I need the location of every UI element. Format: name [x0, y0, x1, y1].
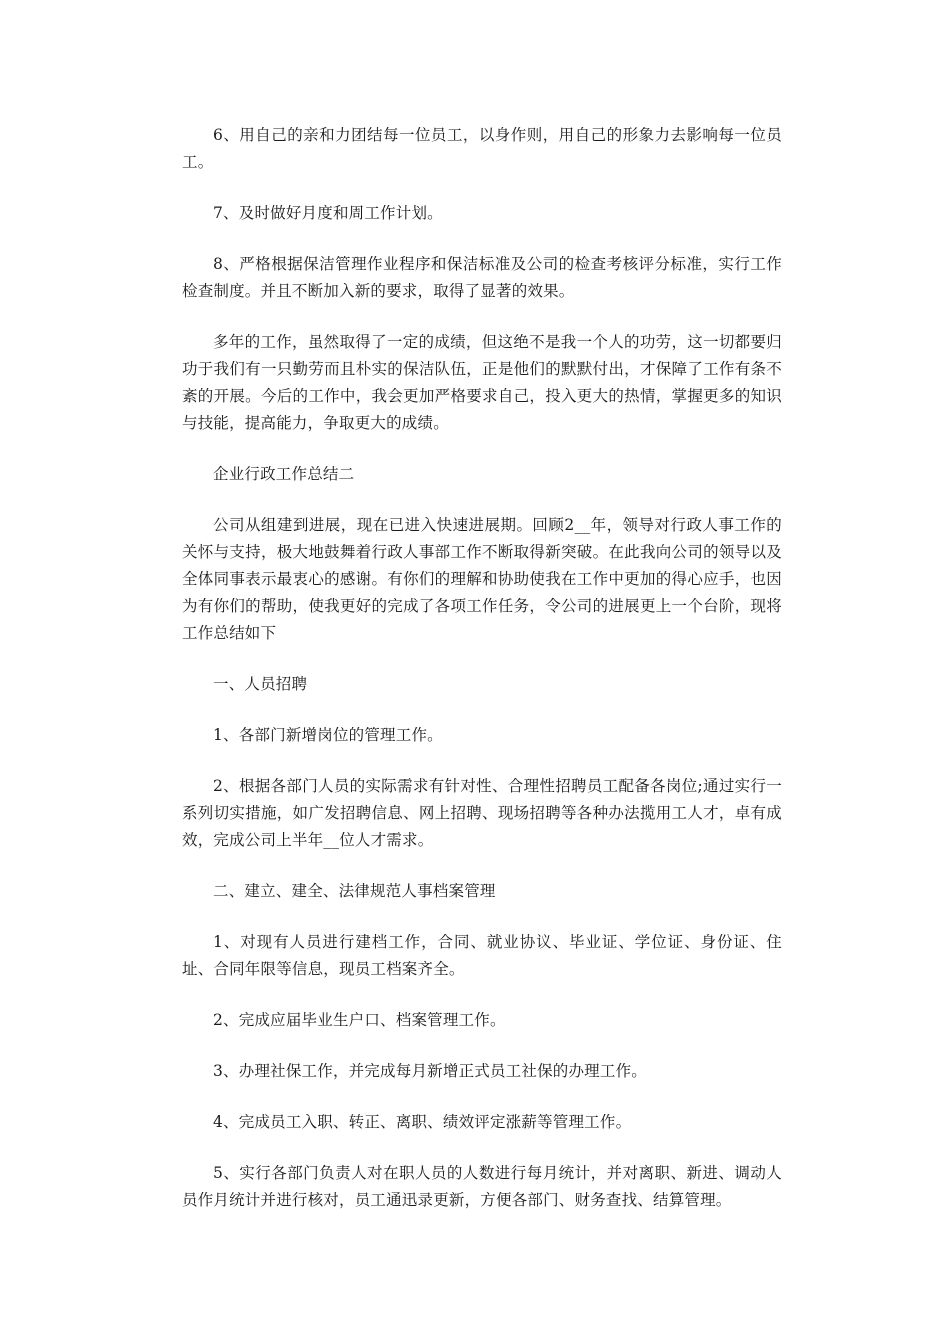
- document-body: [182, 122, 782, 1238]
- paragraph-item-8: 8、严格根据保洁管理作业程序和保洁标准及公司的检查考核评分标准，实行工作检查制度。并且不断加入新的要求，取得了显著的效果。: [182, 255, 782, 300]
- heading-recruitment: 一、人员招聘: [213, 675, 308, 693]
- paragraph-archives-1: 1、对现有人员进行建档工作，合同、就业协议、毕业证、学位证、身份证、住址、合同年限等信息，现员工档案齐全。: [182, 933, 782, 978]
- heading-archives: 二、建立、建全、法律规范人事档案管理: [213, 882, 496, 900]
- paragraph-item-7: 7、及时做好月度和周工作计划。: [213, 204, 443, 222]
- paragraph-item-6: 6、用自己的亲和力团结每一位员工，以身作则，用自己的形象力去影响每一位员工。: [182, 126, 782, 171]
- paragraph-archives-5: 5、实行各部门负责人对在职人员的人数进行每月统计，并对离职、新进、调动人员作月统计并进行核对，员工通迅录更新，方便各部门、财务查找、结算管理。: [182, 1164, 782, 1209]
- paragraph-intro: 公司从组建到进展，现在已进入快速进展期。回顾2__年，领导对行政人事工作的关怀与支持，极大地鼓舞着行政人事部工作不断取得新突破。在此我向公司的领导以及全体同事表示最衷心的感谢。有你们的理解和协助使我在工作中更加的得心应手，也因为有你们的帮助，使我更好的完成了各项工作任务，令公司的进展更上一个台阶，现将工作总结如下: [182, 516, 782, 642]
- paragraph-recruitment-1: 1、各部门新增岗位的管理工作。: [213, 726, 443, 744]
- paragraph-archives-3: 3、办理社保工作，并完成每月新增正式员工社保的办理工作。: [213, 1062, 647, 1080]
- paragraph-archives-4: 4、完成员工入职、转正、离职、绩效评定涨薪等管理工作。: [213, 1113, 632, 1131]
- paragraph-archives-2: 2、完成应届毕业生户口、档案管理工作。: [213, 1011, 506, 1029]
- paragraph-recruitment-2: 2、根据各部门人员的实际需求有针对性、合理性招聘员工配备各岗位;通过实行一系列切实措施，如广发招聘信息、网上招聘、现场招聘等各种办法揽用工人才，卓有成效，完成公司上半年__位人才需求。: [182, 777, 782, 849]
- section-title: 企业行政工作总结二: [213, 465, 355, 483]
- paragraph-conclusion: 多年的工作，虽然取得了一定的成绩，但这绝不是我一个人的功劳，这一切都要归功于我们有一只勤劳而且朴实的保洁队伍，正是他们的默默付出，才保障了工作有条不紊的开展。今后的工作中，我会更加严格要求自己，投入更大的热情，掌握更多的知识与技能，提高能力，争取更大的成绩。: [182, 333, 782, 432]
